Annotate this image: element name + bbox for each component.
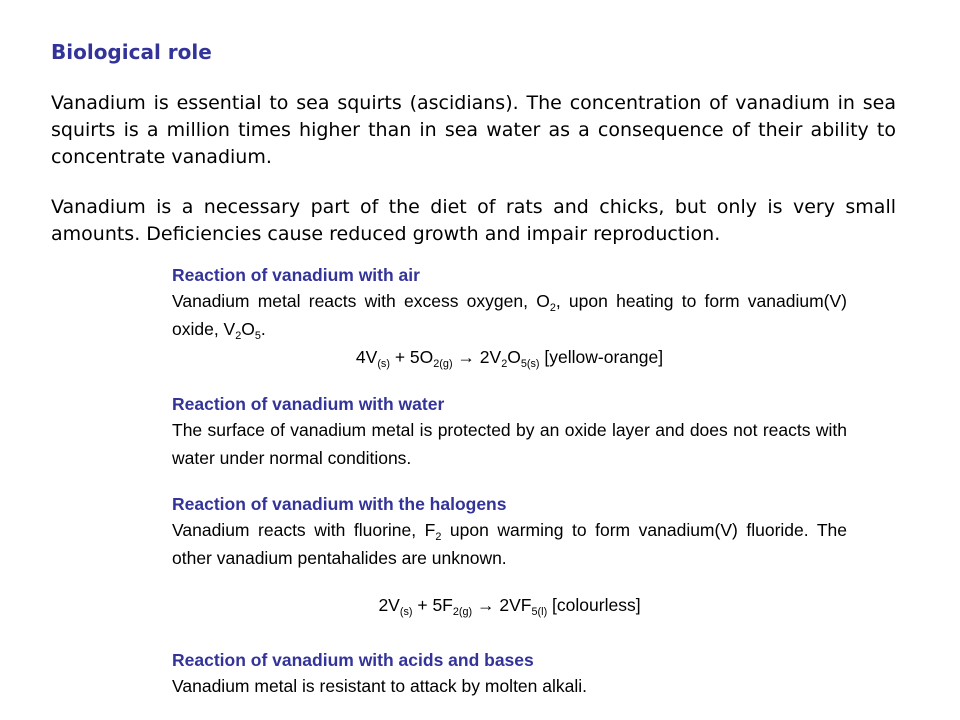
- paragraph-sea-squirts: Vanadium is essential to sea squirts (ascidians). The concentration of vanadium in sea squirts is a million times higher than in sea water as a consequence of their ability to concentrate vanadium.: [51, 92, 896, 168]
- reaction-water-title: Reaction of vanadium with water: [172, 394, 445, 414]
- reaction-water-text: The surface of vanadium metal is protected by an oxide layer and does not reacts with water under normal conditions.: [172, 420, 847, 468]
- reaction-acids-title: Reaction of vanadium with acids and bases: [172, 650, 534, 670]
- reaction-acids-section: [172, 648, 847, 700]
- reaction-halogens-text: Vanadium reacts with fluorine, $F_2$ upon warming to form vanadium(V) fluoride. The other vanadium pentahalides are unknown.: [172, 520, 847, 568]
- reaction-air-equation: $4V_{(s)} + 5O_{2(g)} \to 2V_2O_{5(s)}$ [yellow-orange]: [355, 347, 664, 370]
- reaction-halogens-title: Reaction of vanadium with the halogens: [172, 494, 507, 514]
- reaction-air-text: Vanadium metal reacts with excess oxygen, $O_2$, upon heating to form vanadium(V) oxide, $V_2O_5$.: [172, 291, 847, 342]
- paragraph-diet: Vanadium is a necessary part of the diet of rats and chicks, but only is very small amounts. Deficiencies cause reduced growth and impair reproduction.: [51, 196, 896, 245]
- reaction-halogens-equation: $2V_{(s)} + 5F_{2(g)} \to 2VF_{5(l)}$ [colourless]: [378, 595, 641, 618]
- reaction-acids-text: Vanadium metal is resistant to attack by molten alkali.: [172, 676, 588, 696]
- section-heading: Biological role: [51, 40, 212, 64]
- reaction-water-section: [172, 392, 847, 472]
- reaction-halogens-section: [172, 492, 847, 572]
- reaction-air-section: [172, 263, 847, 371]
- reaction-air-title: Reaction of vanadium with air: [172, 265, 420, 285]
